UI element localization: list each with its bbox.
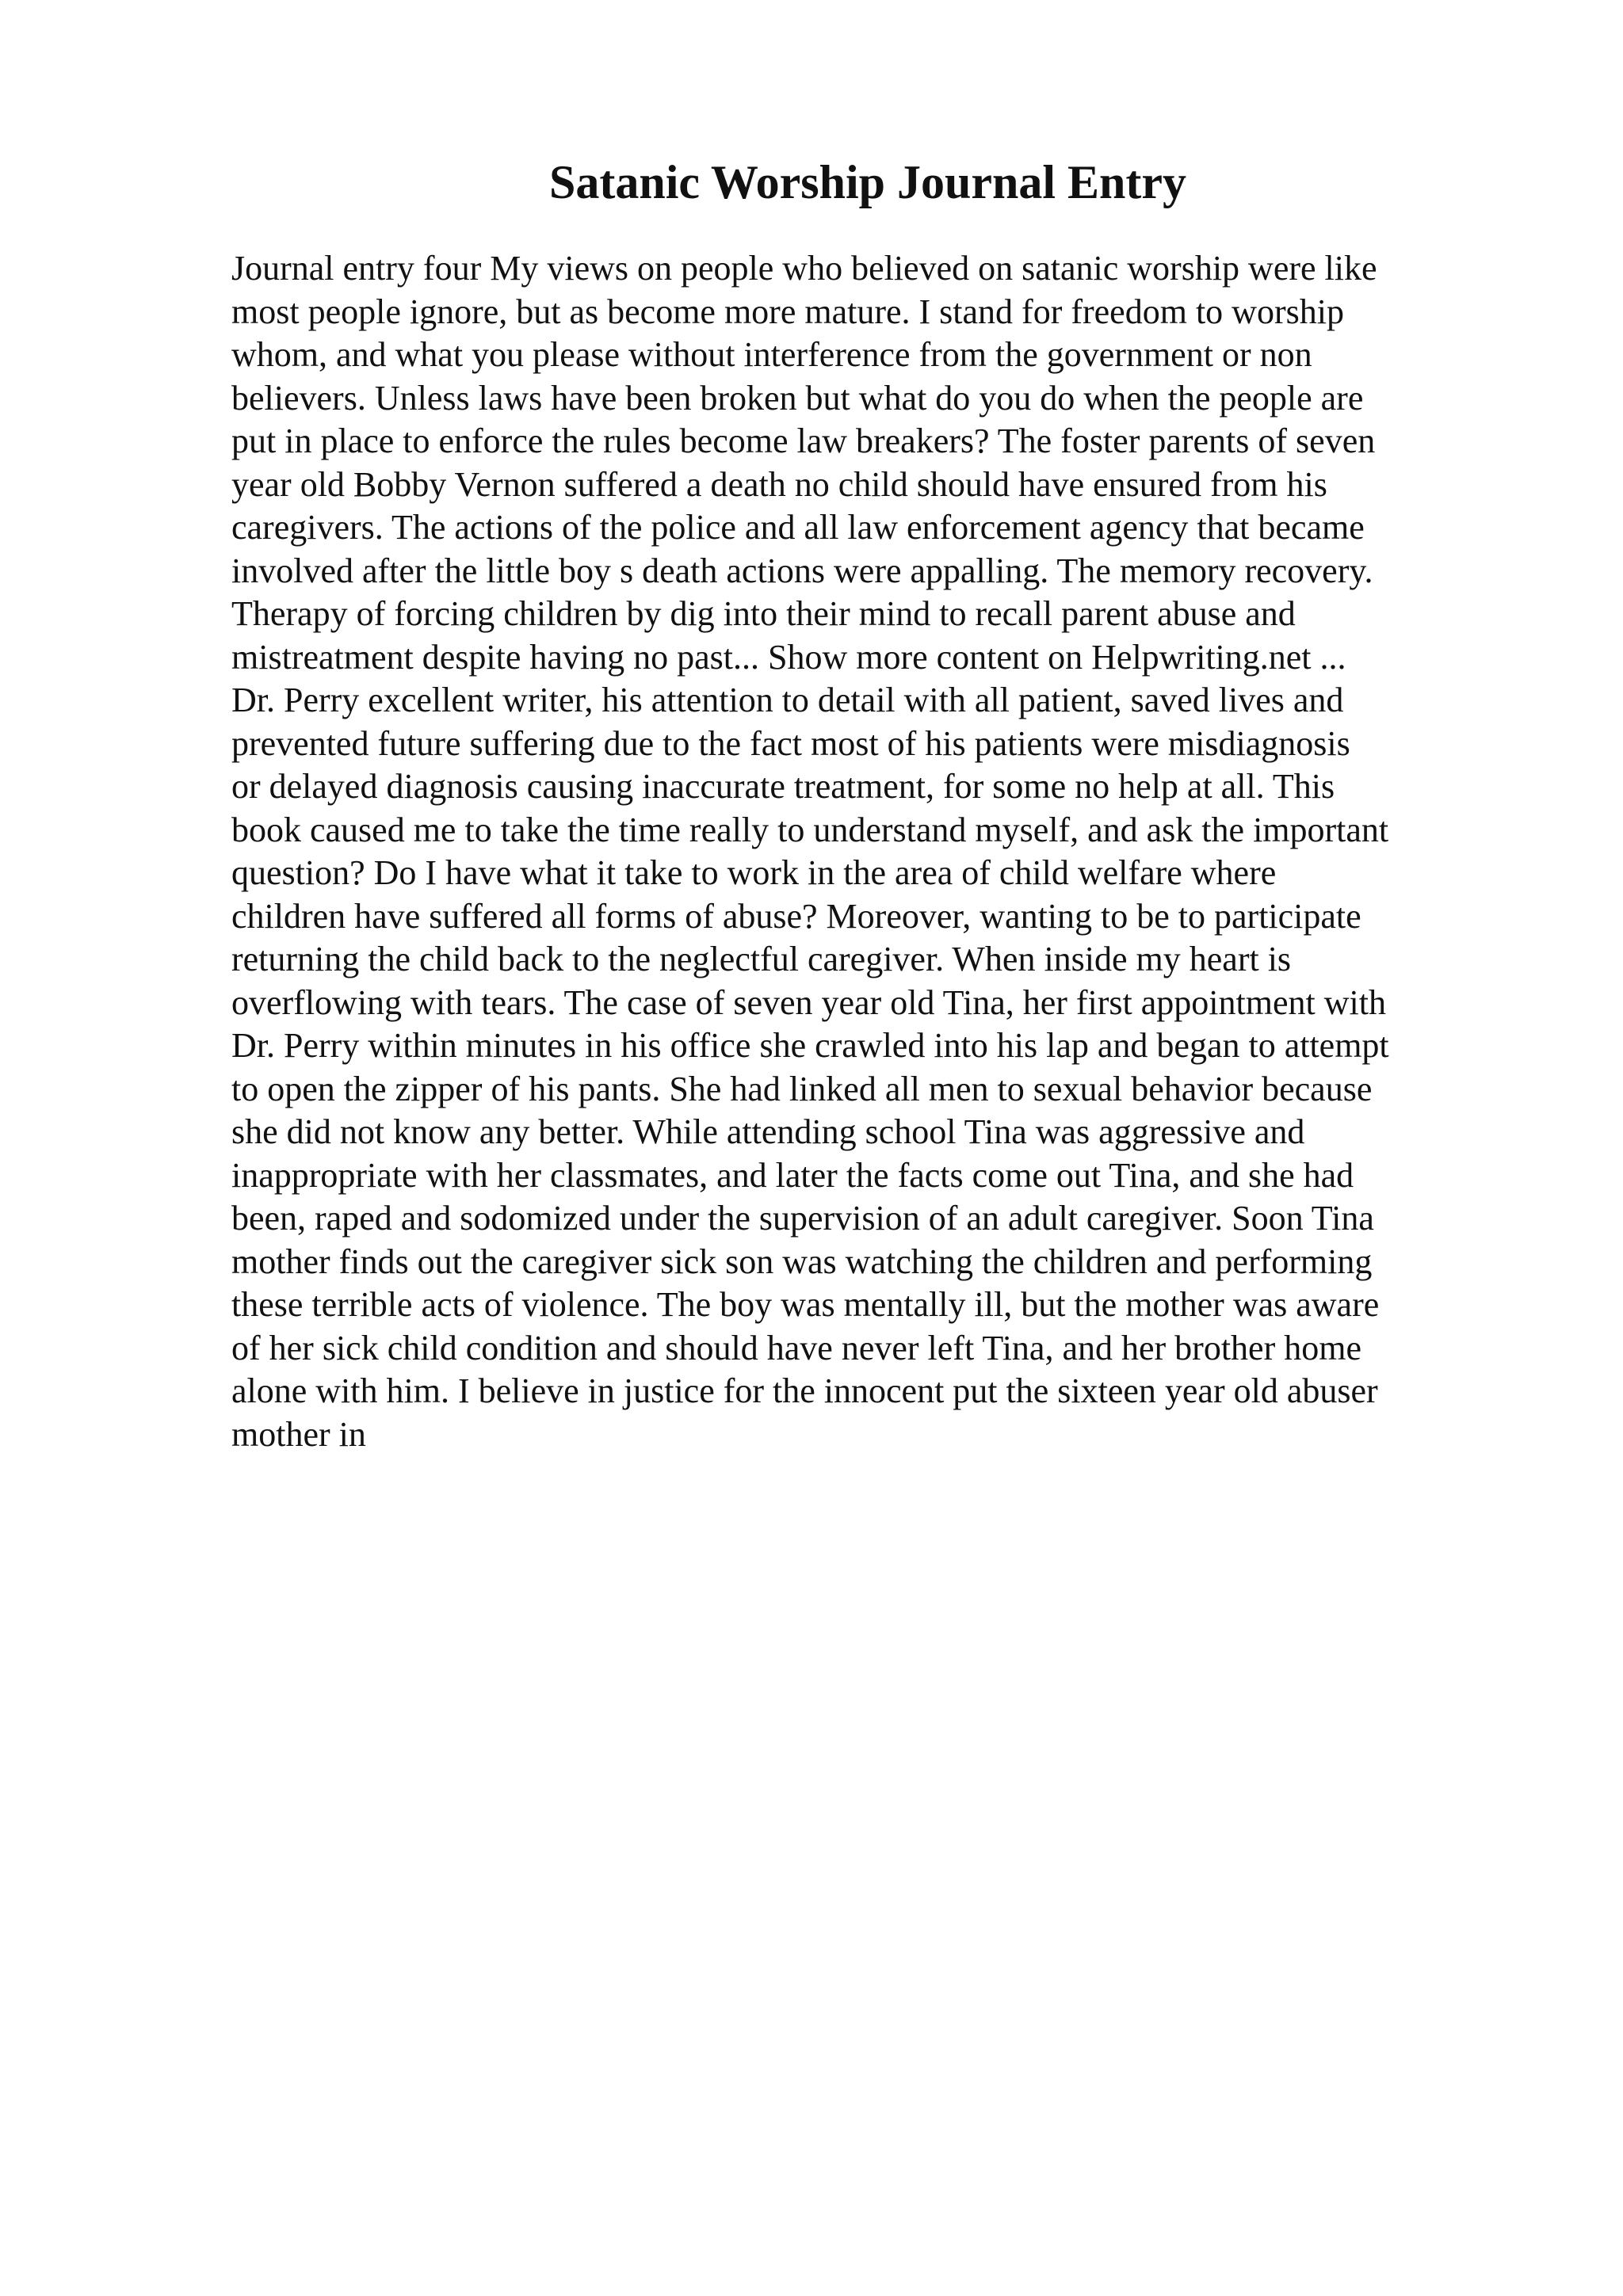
body-line: overflowing with tears. The case of seven year old Tina, her first appointment with [231, 982, 1386, 1022]
body-line: involved after the little boy s death actions were appalling. The memory recovery. [231, 551, 1373, 590]
body-line: year old Bobby Vernon suffered a death no child should have ensured from his [231, 464, 1327, 504]
body-line: mistreatment despite having no past... Show more content on Helpwriting.net ... [231, 637, 1346, 677]
body-line: inappropriate with her classmates, and later the facts come out Tina, and she had [231, 1155, 1354, 1195]
body-line: of her sick child condition and should have never left Tina, and her brother home [231, 1328, 1361, 1367]
body-line: to open the zipper of his pants. She had linked all men to sexual behavior because [231, 1069, 1373, 1108]
body-line: believers. Unless laws have been broken but what do you do when the people are [231, 378, 1364, 418]
body-line: Dr. Perry excellent writer, his attention to detail with all patient, saved lives and [231, 681, 1344, 719]
body-line: caregivers. The actions of the police and all law enforcement agency that became [231, 508, 1365, 547]
body-line: question? Do I have what it take to work in the area of child welfare where [231, 853, 1277, 892]
body-line: prevented future suffering due to the fact most of his patients were misdiagnosis [231, 723, 1350, 763]
body-line: been, raped and sodomized under the supervision of an adult caregiver. Soon Tina [231, 1199, 1374, 1238]
body-line: most people ignore, but as become more mature. I stand for freedom to worship [231, 292, 1344, 331]
body-line: Dr. Perry within minutes in his office she crawled into his lap and began to attempt [231, 1026, 1389, 1065]
body-line: children have suffered all forms of abuse? Moreover, wanting to be to participate [231, 896, 1361, 936]
document-title: Satanic Worship Journal Entry [548, 156, 1187, 208]
body-line: put in place to enforce the rules become law breakers? The foster parents of seven [231, 421, 1376, 460]
body-line: mother finds out the caregiver sick son was watching the children and performing [231, 1241, 1373, 1281]
document-body [231, 247, 1531, 1456]
body-line: alone with him. I believe in justice for the innocent put the sixteen year old abuser [231, 1371, 1378, 1410]
body-line: Therapy of forcing children by dig into their mind to recall parent abuse and [231, 594, 1296, 633]
body-line: or delayed diagnosis causing inaccurate treatment, for some no help at all. This [231, 767, 1335, 806]
body-line: she did not know any better. While attending school Tina was aggressive and [231, 1112, 1305, 1151]
body-line: Journal entry four My views on people who believed on satanic worship were like [231, 249, 1377, 288]
body-line: these terrible acts of violence. The boy was mentally ill, but the mother was aware [231, 1285, 1380, 1324]
body-line: book caused me to take the time really to understand myself, and ask the important [231, 810, 1389, 849]
body-line: mother in [231, 1414, 366, 1454]
body-line: returning the child back to the neglectful caregiver. When inside my heart is [231, 940, 1292, 978]
body-line: whom, and what you please without interference from the government or non [231, 335, 1312, 374]
